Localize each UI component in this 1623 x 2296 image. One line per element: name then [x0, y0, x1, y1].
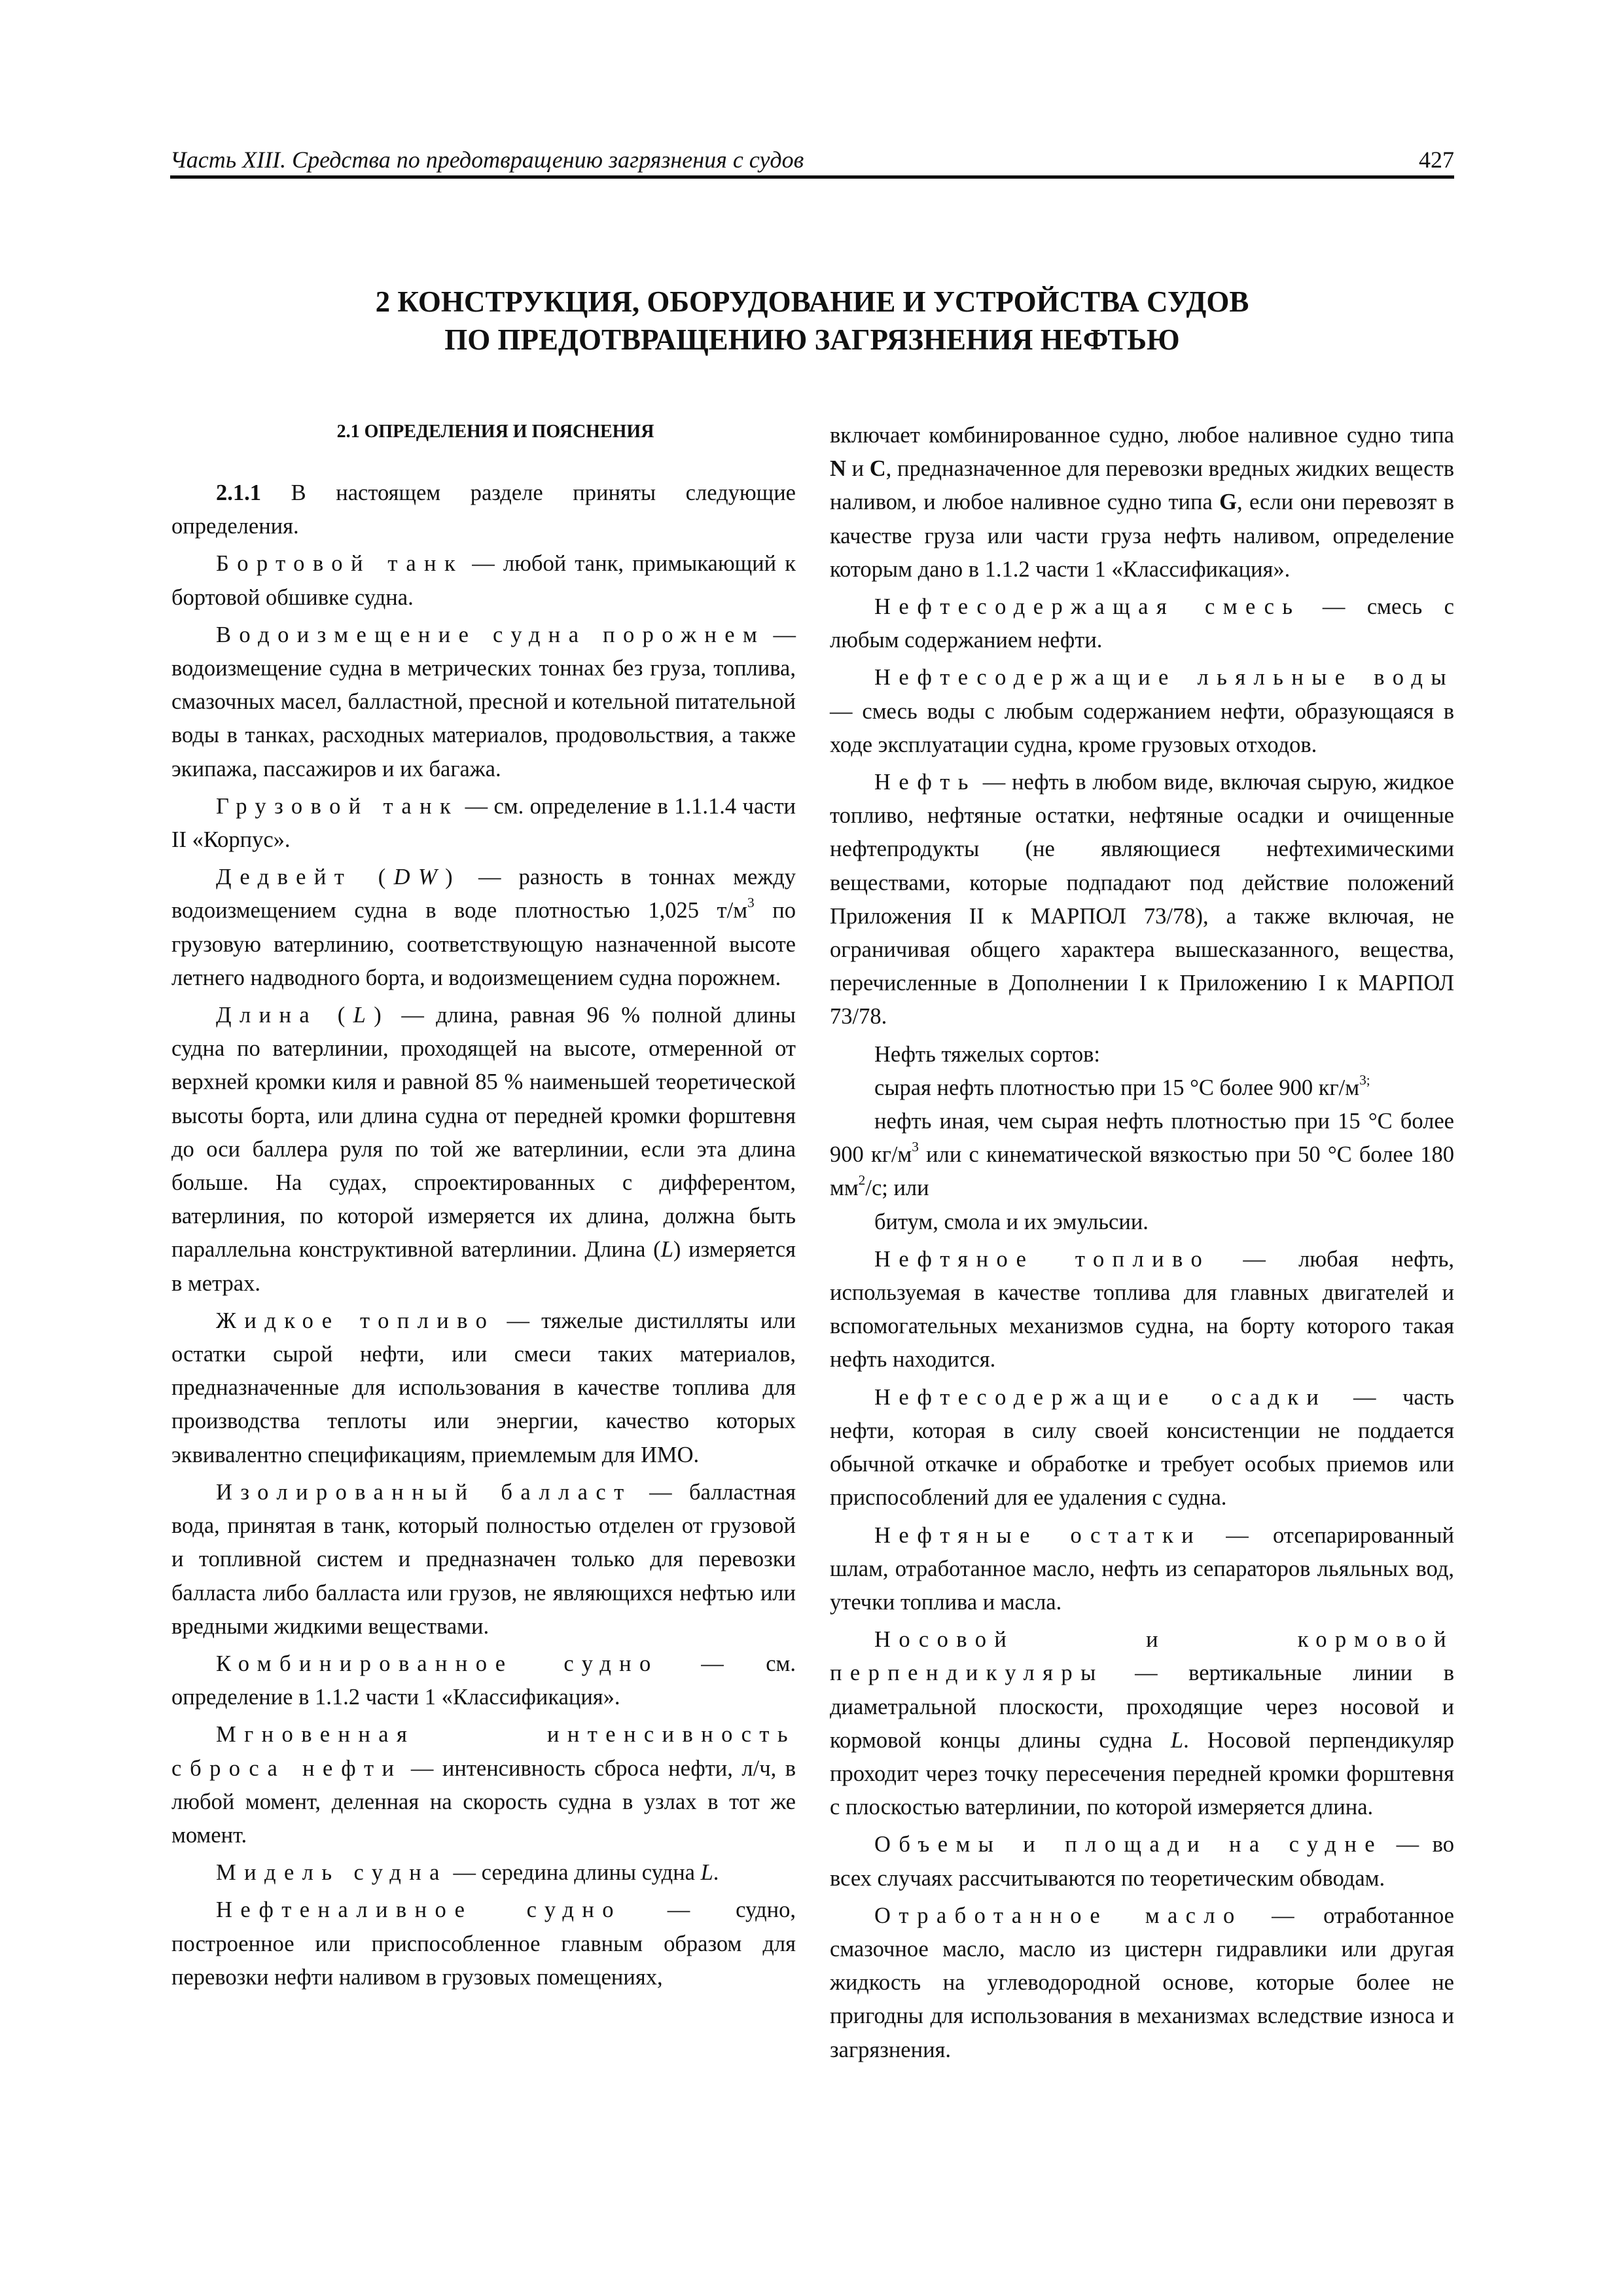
- definition-text: — во всех случаях рассчитываются по теоретическим обводам.: [830, 1832, 1454, 1891]
- heavy-grade-oil-item-crude: [830, 1071, 1454, 1105]
- definition-term: Мгновенная интенсивность сброса нефти: [171, 1722, 796, 1781]
- definition-term: Длина (: [216, 1003, 353, 1028]
- definition-oil-residue: [830, 1519, 1454, 1620]
- definition-text-cont: ) измеряется в метрах.: [171, 1237, 796, 1296]
- definition-fuel-oil: [171, 1304, 796, 1472]
- heavy-grade-oil-item-bitumen: битум, смола и их эмульсии.: [874, 1209, 1149, 1234]
- header-rule: [170, 175, 1454, 179]
- definition-discharge-rate: [171, 1718, 796, 1852]
- definition-volumes-areas: [830, 1828, 1454, 1895]
- definition-term: Носовой и кормовой перпендикуляры: [830, 1627, 1454, 1686]
- superscript: 3: [912, 1139, 919, 1155]
- definition-segregated-ballast: [171, 1476, 796, 1643]
- definition-text: — середина длины судна: [447, 1860, 701, 1886]
- definition-length: [171, 999, 796, 1300]
- paragraph-number: 2.1.1: [216, 480, 261, 505]
- definition-lightweight: [171, 619, 796, 786]
- definition-oil: [830, 766, 1454, 1034]
- definition-perpendiculars: [830, 1623, 1454, 1824]
- continued-text: включает комбинированное судно, любое наливное судно типа: [830, 423, 1454, 448]
- section-title-line-1: 2 КОНСТРУКЦИЯ, ОБОРУДОВАНИЕ И УСТРОЙСТВА СУДОВ: [375, 285, 1249, 318]
- definition-term: Водоизмещение судна порожнем: [216, 622, 766, 647]
- ship-type-n: N: [830, 456, 846, 482]
- right-column: [830, 419, 1454, 2067]
- definition-term: Нефтеналивное судно: [216, 1897, 622, 1923]
- heavy-grade-oil-heading: Нефть тяжелых сортов:: [874, 1041, 1100, 1067]
- definition-term: Изолированный балласт: [216, 1479, 632, 1505]
- heavy-grade-oil-item-other: [830, 1105, 1454, 1206]
- definition-term: Мидель судна: [216, 1860, 448, 1886]
- subsection-title: 2.1 ОПРЕДЕЛЕНИЯ И ПОЯСНЕНИЯ: [336, 422, 654, 442]
- definition-used-oil: [830, 1899, 1454, 2067]
- definition-term: Жидкое топливо: [216, 1308, 495, 1333]
- page-header: [170, 145, 1454, 179]
- superscript: 2: [858, 1172, 866, 1189]
- definition-text: — любая нефть, используемая в качестве топлива для главных двигателей и вспомогательных механизмов судна, на борту которого такая нефть находится.: [830, 1246, 1454, 1372]
- definition-text: — часть нефти, которая в силу своей консистенции не поддается обычной откачке и обработке и требует особых приемов или приспособлений для ее удаления с судна.: [830, 1384, 1454, 1511]
- list-item-text: нефть иная, чем сырая нефть плотностью при 15 °С более 900 кг/м: [830, 1109, 1454, 1168]
- definition-side-tank: [171, 547, 796, 614]
- definition-combination-carrier: [171, 1647, 796, 1714]
- definition-symbol-inline: L: [660, 1237, 673, 1263]
- section-title-line-2: ПО ПРЕДОТВРАЩЕНИЮ ЗАГРЯЗНЕНИЯ НЕФТЬЮ: [444, 323, 1180, 356]
- definition-oily-mixture: [830, 590, 1454, 657]
- continued-text: и: [846, 456, 870, 482]
- definition-term: Дедвейт (: [216, 865, 394, 890]
- definition-deadweight: [171, 861, 796, 995]
- continued-text: , предназначенное для перевозки вредных жидких веществ наливом, и любое наливное судно типа: [830, 456, 1454, 515]
- ship-type-g: G: [1219, 490, 1237, 515]
- definition-text: — водоизмещение судна в метрических тоннах без груза, топлива, смазочных масел, балластной, пресной и котельной питательной воды в танках, расходных материалов, продовольствия, а также экипажа, пассажиров и их багажа.: [171, 622, 796, 781]
- definition-text-cont: . Носовой перпендикуляр проходит через точку пересечения передней кромки форштевня с плоскостью ватерлинии, по которой измеряется длина.: [830, 1727, 1454, 1820]
- definition-symbol-inline: L: [700, 1860, 713, 1886]
- definition-text: — любой танк, примыкающий к бортовой обшивке судна.: [171, 551, 796, 610]
- list-item-text-cont: или с кинематической вязкостью при 50 °С более 180 мм: [830, 1142, 1454, 1201]
- definition-text: — смесь с любым содержанием нефти.: [830, 594, 1454, 653]
- definition-oil-fuel: [830, 1243, 1454, 1377]
- definition-text: — см. определение в 1.1.1.4 части II «Корпус».: [171, 793, 796, 853]
- definition-term: Нефтесодержащие льяльные воды: [874, 665, 1454, 691]
- definition-text: — балластная вода, принятая в танк, который полностью отделен от грузовой и топливной систем и предназначен только для перевозки балласта либо балласта или грузов, не являющихся нефтью или вредными жидкими веществами.: [171, 1479, 796, 1639]
- list-item-text: сырая нефть плотностью при 15 °С более 900 кг/м: [874, 1075, 1360, 1100]
- definition-term-end: ): [374, 1003, 390, 1028]
- definition-text: — вертикальные линии в диаметральной плоскости, проходящие через носовой и кормовой концы длины судна: [830, 1660, 1454, 1753]
- definition-text-cont: .: [713, 1860, 719, 1886]
- ship-type-c: C: [869, 456, 886, 482]
- definition-text: — интенсивность сброса нефти, л/ч, в любой момент, деленная на скорость судна в узлах в тот же момент.: [171, 1755, 796, 1848]
- definition-cargo-tank: [171, 790, 796, 857]
- definition-term: Нефтесодержащая смесь: [874, 594, 1301, 620]
- definition-oily-sludge: [830, 1381, 1454, 1515]
- definition-text: — разность в тоннах между водоизмещением судна в воде плотностью 1,025 т/м: [171, 865, 796, 924]
- definition-symbol: DW: [393, 865, 446, 890]
- definition-oil-tanker-continued: [830, 419, 1454, 586]
- definition-text-cont: по грузовую ватерлинию, соответствующую назначенной высоте летнего надводного борта, и водоизмещением судна порожнем.: [171, 898, 796, 990]
- definition-symbol-inline: L: [1170, 1727, 1184, 1753]
- definition-text: — отсепарированный шлам, отработанное масло, нефть из сепараторов льяльных вод, утечки топлива и масла.: [830, 1522, 1455, 1615]
- definition-term: Бортовой танк: [216, 551, 464, 577]
- running-title: Часть XIII. Средства по предотвращению загрязнения с судов: [170, 147, 804, 173]
- definition-term: Грузовой танк: [216, 793, 459, 819]
- definition-oily-bilge-water: [830, 661, 1454, 762]
- definition-text: — судно, построенное или приспособленное главным образом для перевозки нефти наливом в грузовых помещениях,: [171, 1897, 796, 1990]
- left-column: [171, 419, 796, 1994]
- definition-term: Комбинированное судно: [216, 1651, 659, 1676]
- definition-term: Нефть: [874, 770, 976, 795]
- definition-term: Отработанное масло: [874, 1903, 1243, 1928]
- definition-oil-tanker: [171, 1893, 796, 1994]
- paragraph-2-1-1: [171, 476, 796, 543]
- definition-symbol: L: [353, 1003, 374, 1028]
- superscript: 3: [747, 895, 755, 911]
- definition-term: Объемы и площади на судне: [874, 1832, 1383, 1857]
- page-number: 427: [1419, 147, 1454, 173]
- definition-text: — нефть в любом виде, включая сырую, жидкое топливо, нефтяные остатки, нефтяные осадки и очищенные нефтепродукты (не являющиеся нефтехимическими веществами, которые подпадают под действие положений Приложения II к МАРПОЛ 73/78), а также включая, не ограничивая общего характера вышесказанного, вещества, перечисленные в Дополнении I к Приложению I к МАРПОЛ 73/78.: [830, 770, 1454, 1030]
- continued-text: , если они перевозят в качестве груза или части груза нефть наливом, определение которым дано в 1.1.2 части 1 «Классификация».: [830, 490, 1454, 582]
- definition-text: — длина, равная 96 % полной длины судна по ватерлинии, проходящей на высоте, отмеренной от верхней кромки киля и равной 85 % наименьшей теоретической высоты борта, или длина судна от передней кромки форштевня до оси баллера руля по той же ватерлинии, если эта длина больше. На судах, спроектированных с дифферентом, ватерлиния, по которой измеряется их длина, должна быть параллельна конструктивной ватерлинии. Длина (: [171, 1003, 796, 1263]
- definition-text: — тяжелые дистилляты или остатки сырой нефти, или смеси таких материалов, предназначенные для использования в качестве топлива для производства теплоты или энергии, качество которых эквивалентно спецификациям, приемлемым для ИМО.: [171, 1308, 796, 1467]
- list-item-text-end: /с; или: [865, 1175, 929, 1201]
- definition-text: — смесь воды с любым содержанием нефти, образующаяся в ходе эксплуатации судна, кроме грузовых отходов.: [830, 698, 1454, 757]
- definition-term: Нефтесодержащие осадки: [874, 1384, 1327, 1410]
- definition-amidships: [171, 1856, 796, 1890]
- definition-term-end: ): [445, 865, 461, 890]
- paragraph-text: В настоящем разделе приняты следующие определения.: [171, 480, 796, 539]
- definition-term: Нефтяное топливо: [874, 1246, 1211, 1272]
- definition-text: — отработанное смазочное масло, масло из цистерн гидравлики или другая жидкость на углеводородной основе, которые более не пригодны для использования в механизмах вследствие износа и загрязнения.: [830, 1903, 1454, 2062]
- definition-term: Нефтяные остатки: [874, 1522, 1202, 1548]
- definition-text: — см. определение в 1.1.2 части 1 «Классификация».: [171, 1651, 796, 1710]
- superscript: 3;: [1359, 1071, 1370, 1088]
- section-title: [170, 283, 1454, 359]
